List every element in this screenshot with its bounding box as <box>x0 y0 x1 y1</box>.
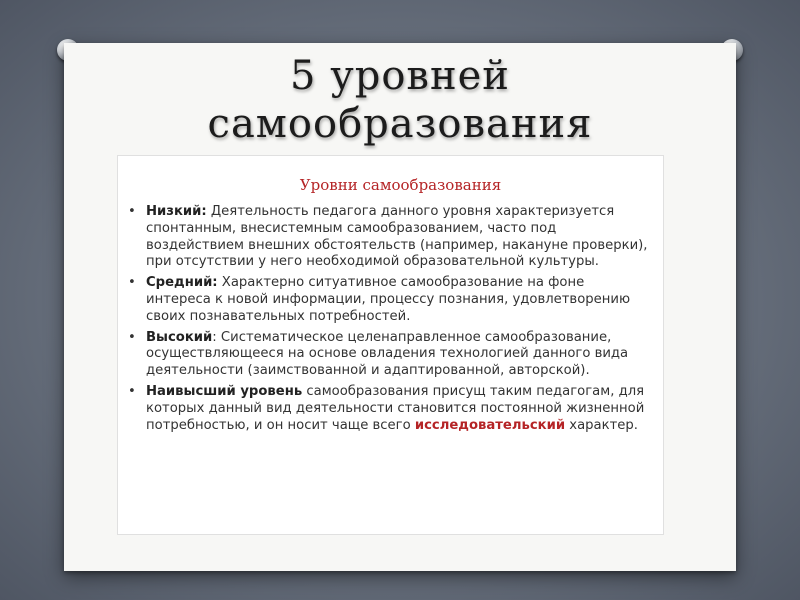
level-term: Высокий <box>146 329 213 345</box>
list-item-highest <box>146 384 649 434</box>
content-image-box <box>117 155 664 535</box>
level-text: Характерно ситуативное самообразование на фоне интереса к новой информации, процессу познания, удовлетворению своих познавательных потребностей. <box>146 275 631 324</box>
level-text: самообразования присущ таким педагогам, для которых данный вид деятельности становится постоянной жизненной потребностью, и он носит чаще всего <box>146 383 645 433</box>
level-term: Средний: <box>146 275 218 291</box>
list-item-medium <box>146 275 649 325</box>
levels-list <box>118 204 663 434</box>
content-heading: Уровни самообразования <box>299 176 502 194</box>
level-text: : Систематическое целенаправленное самообразование, осуществляющееся на основе овладения технологией данного вида деятельности (заимствованной и адаптированной, авторской). <box>146 329 629 379</box>
level-term: Наивысший уровень <box>146 383 303 399</box>
level-term: Низкий: <box>146 204 207 219</box>
slide-title-line2: самообразования <box>207 101 593 147</box>
level-text: Деятельность педагога данного уровня характеризуется спонтанным, внесистемным самообразованием, часто под воздействием внешних обстоятельств (например, накануне проверки), при отсутствии у него необходимой образовательной культуры. <box>146 204 648 270</box>
slide-title-line1: 5 уровней <box>290 53 510 99</box>
level-accent-word: исследовательский <box>414 417 566 433</box>
list-item-high <box>146 330 649 380</box>
level-tail: характер. <box>565 417 638 433</box>
slide-title <box>64 52 736 148</box>
list-item-low <box>146 204 649 271</box>
